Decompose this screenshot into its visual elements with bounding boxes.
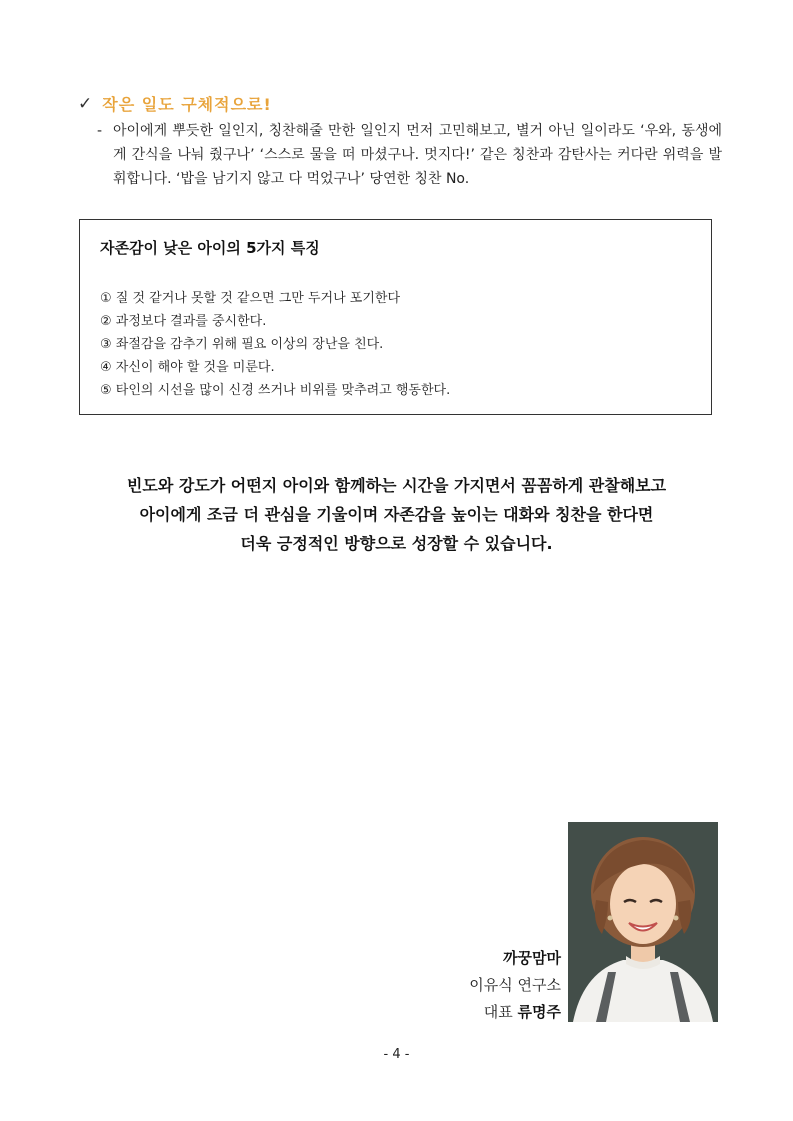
author-signature bbox=[469, 945, 561, 1026]
closing-statement bbox=[60, 471, 733, 558]
bullet-dash: - bbox=[97, 123, 103, 139]
closing-line: 더욱 긍정적인 방향으로 성장할 수 있습니다. bbox=[240, 534, 553, 553]
signature-role: 대표 bbox=[483, 1003, 513, 1021]
section-paragraph bbox=[97, 119, 722, 191]
section-header bbox=[78, 92, 272, 115]
signature-org: 까꿍맘마 bbox=[503, 949, 561, 967]
section-title: 작은 일도 구체적으로! bbox=[102, 95, 272, 114]
traits-list bbox=[100, 287, 450, 402]
traits-box bbox=[79, 219, 712, 415]
trait-item: ⑤ 타인의 시선을 많이 신경 쓰거나 비위를 맞추려고 행동한다. bbox=[100, 383, 451, 398]
trait-item: ④ 자신이 해야 할 것을 미룬다. bbox=[100, 360, 275, 375]
signature-name: 류명주 bbox=[517, 1003, 561, 1021]
closing-line: 아이에게 조금 더 관심을 기울이며 자존감을 높이는 대화와 칭찬을 한다면 bbox=[139, 505, 654, 524]
paragraph-text: 아이에게 뿌듯한 일인지, 칭찬해줄 만한 일인지 먼저 고민해보고, 별거 아닌 일이라도 ‘우와, 동생에게 간식을 나눠 줬구나’ ‘스스로 물을 떠 마셨구나. 멋지다!’ 같은 칭찬과 감탄사는 커다란 위력을 발휘합니다. ‘밥을 남기지 않고 다 먹었구나’ 당연한 칭찬 No. bbox=[113, 123, 722, 187]
checkmark-icon: ✓ bbox=[78, 93, 93, 114]
traits-box-title: 자존감이 낮은 아이의 5가지 특징 bbox=[100, 239, 320, 257]
page-number: - 4 - bbox=[383, 1047, 410, 1062]
trait-item: ③ 좌절감을 감추기 위해 필요 이상의 장난을 친다. bbox=[100, 337, 384, 352]
closing-line: 빈도와 강도가 어떤지 아이와 함께하는 시간을 가지면서 꼼꼼하게 관찰해보고 bbox=[126, 476, 667, 495]
signature-dept: 이유식 연구소 bbox=[469, 976, 561, 994]
trait-item: ① 질 것 같거나 못할 것 같으면 그만 두거나 포기한다 bbox=[100, 291, 401, 306]
trait-item: ② 과정보다 결과를 중시한다. bbox=[100, 314, 267, 329]
author-portrait-photo bbox=[568, 822, 718, 1022]
